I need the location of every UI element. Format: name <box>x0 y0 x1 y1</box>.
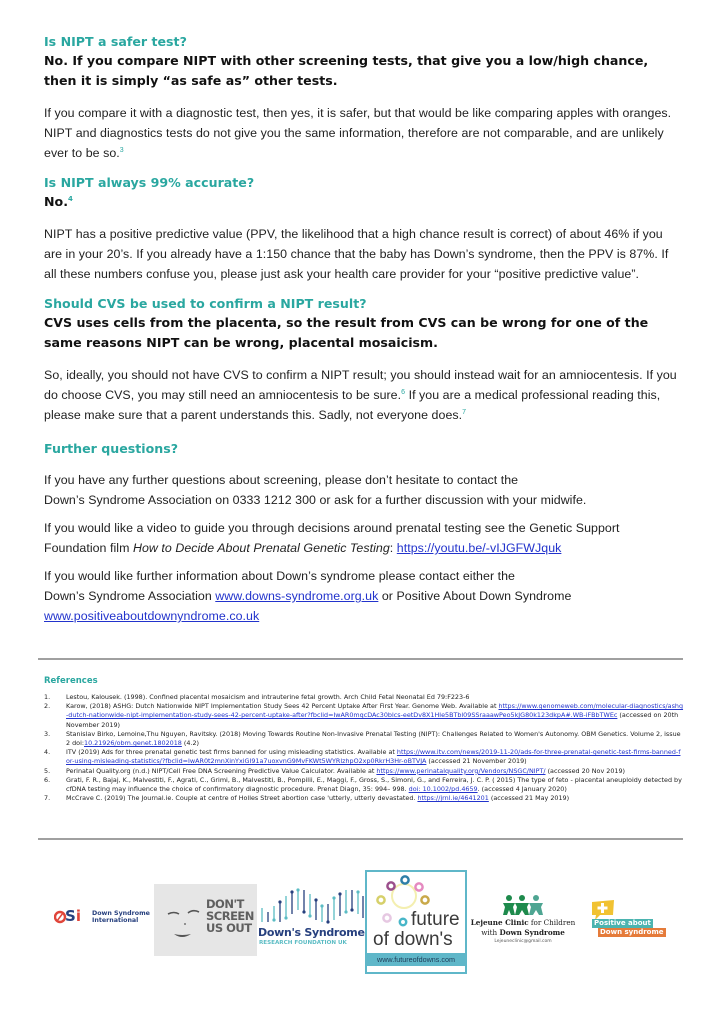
section-safer-test <box>44 32 684 163</box>
reference-link[interactable]: https://www.itv.com/news/2019-11-20/ads-for-three-prenatal-genetic-test-firms-banned-for-using-misleading-statistics/?fbclid=IwAR0t2mnXinYxiGI91a7uoxvnG9MvFKWt5WYRlzhpO2xp0RkrH3Hr-oBTVJA <box>66 748 681 766</box>
logo-down-syndrome-international <box>54 906 150 928</box>
dsuo-line: US OUT <box>206 921 252 935</box>
dsi-text <box>92 910 150 924</box>
logo-positive-about-down-syndrome <box>588 900 668 946</box>
footnote-ref[interactable]: 3 <box>119 146 124 154</box>
pads-line2: Down syndrome <box>600 928 664 936</box>
reference-number: 5. <box>44 766 51 775</box>
logo-dont-screen-us-out <box>154 884 257 956</box>
pads-link[interactable]: www.positiveaboutdownyndrome.co.uk <box>44 609 260 623</box>
reference-citation: Grati, F. R., Bajaj, K., Malvestiti, F., Agrati, C., Grimi, B., Malvestiti, B., Pompilii, E., Maggi, F., Gross, S., Simoni, G., and Ferreira, J. C. P. ( 2015) The type of feto - placental aneuploidy detected by cfDNA testing may influence the choice of confirmatory diagnostic procedure. Prenat Diagn, 35: 994– 998. <box>66 775 682 794</box>
reference-number: 1. <box>44 693 51 701</box>
fod-line2: of down's <box>373 929 453 950</box>
reference-citation: McCrave C. (2019) The Journal.ie. Couple at centre of Holles Street abortion case 'utterly, utterly devastated. <box>66 794 418 803</box>
section-answer-text: No. <box>44 194 68 209</box>
section-body-text: If you are a medical professional reading this, please make sure that a parent understands this. Sadly, not everyone does. <box>44 388 661 422</box>
dsuo-line: DON'T <box>206 897 244 911</box>
reference-link[interactable]: doi: 10.1002/pd.4659 <box>408 785 478 794</box>
reference-citation: Lestou, Kalousek. (1998). Confined placental mosaicism and intrauterine fetal growth. Arch Child Fetal Neonatal Ed 79:F223-6 <box>66 693 470 701</box>
logo-future-of-downs <box>365 870 467 974</box>
reference-item <box>44 767 684 776</box>
dsi-line: Down Syndrome <box>92 910 150 917</box>
paper-dolls-icon <box>502 894 544 916</box>
info-paragraph <box>44 566 684 626</box>
reference-item <box>44 776 684 794</box>
colon: : <box>389 541 397 555</box>
section-heading: Should CVS be used to confirm a NIPT result? <box>44 296 367 311</box>
partner-logos <box>40 866 690 976</box>
dsuo-line: SCREEN <box>206 909 254 923</box>
section-body <box>44 103 684 163</box>
contact-paragraph <box>44 470 684 510</box>
reference-accessed: (accessed on 20th November 2019) <box>66 711 679 729</box>
section-answer <box>44 192 684 212</box>
section-answer: CVS uses cells from the placenta, so the result from CVS can be wrong for one of the same reasons NIPT can be wrong, placental mosaicism. <box>44 315 649 350</box>
reference-number: 7. <box>44 794 51 803</box>
section-body-text: If you compare it with a diagnostic test, then yes, it is safer, but that would be like comparing apples with oranges. NIPT and diagnostics tests do not give you the same information, therefore are not comparable, and are unlikely ever to be so. <box>44 106 672 160</box>
info-text: Down’s Syndrome Association <box>44 589 216 603</box>
lejeune-line1 <box>468 918 578 928</box>
dsrf-subtitle: RESEARCH FOUNDATION UK <box>259 940 347 946</box>
reference-item <box>44 702 684 730</box>
reference-link[interactable]: 10.21926/obm.genet.1802018 <box>84 739 182 748</box>
lejeune-email: Lejeuneclinic@gmail.com <box>494 939 552 944</box>
section-accuracy <box>44 173 684 284</box>
reference-citation: Karow, (2018) ASHG: Dutch Nationwide NIPT Implementation Study Sees 42 Percent Uptake After First Year. Genome Web. Available at <box>66 702 499 711</box>
footnote-ref[interactable]: 4 <box>67 194 73 203</box>
reference-text <box>66 767 684 776</box>
dsrf-title: Down's Syndrome <box>258 926 365 939</box>
reference-citation: ITV (2019) Ads for three prenatal genetic test firms banned for using misleading statistics. Available at <box>66 748 397 757</box>
reference-text <box>66 776 684 794</box>
face-icon <box>160 892 210 952</box>
section-further-questions <box>44 439 684 626</box>
info-line <box>44 586 684 606</box>
reference-number: 4. <box>44 748 51 757</box>
video-link[interactable]: https://youtu.be/-vIJGFWJquk <box>396 541 562 555</box>
dna-helix-icon <box>258 888 366 924</box>
logo-lejeune-clinic <box>468 894 578 954</box>
footnote-ref[interactable]: 7 <box>462 408 467 416</box>
divider-bottom <box>38 838 683 840</box>
lejeune-text: for Children <box>528 918 576 927</box>
divider-top <box>38 658 683 660</box>
footnote-ref[interactable]: 6 <box>401 388 406 396</box>
lejeune-line2 <box>468 928 578 938</box>
section-heading: Further questions? <box>44 441 179 456</box>
references-heading: References <box>44 676 98 686</box>
pads-line1: Positive about <box>594 919 651 927</box>
dsa-link[interactable]: www.downs-syndrome.org.uk <box>215 589 379 603</box>
lejeune-name: Down Syndrome <box>499 928 565 937</box>
reference-number: 2. <box>44 702 51 711</box>
contact-line: Down’s Syndrome Association on 0333 1212 300 or ask for a further discussion with your midwife. <box>44 493 587 507</box>
reference-accessed: . (accessed 4 January 2020) <box>477 785 567 794</box>
reference-link[interactable]: https://jrnl.ie/4641201 <box>417 794 489 803</box>
reference-accessed: (accessed 21 November 2019) <box>426 757 527 766</box>
info-text: or Positive About Down Syndrome <box>378 589 572 603</box>
plus-bubble-icon <box>592 900 616 920</box>
reference-item <box>44 748 684 766</box>
reference-citation: Stanislav Birko, Lemoine,Thu Nguyen, Ravitsky. (2018) Moving Towards Routine Non-Invasive Prenatal Testing (NIPT): Challenges Related to Women's Autonomy. OBM Genetics. Volume 2, issue 2 doi: <box>66 729 681 748</box>
reference-text <box>66 730 684 748</box>
reference-link[interactable]: https://www.perinatalquality.org/Vendors/NSGC/NIPT/ <box>376 766 546 775</box>
reference-number: 3. <box>44 729 51 738</box>
reference-text <box>66 693 684 702</box>
lejeune-name: Lejeune Clinic <box>470 918 529 927</box>
info-line <box>44 606 684 626</box>
document-body <box>44 32 684 626</box>
dsi-mark: Si <box>65 907 81 925</box>
reference-text <box>66 794 684 803</box>
section-body <box>44 365 684 425</box>
reference-number: 6. <box>44 775 51 784</box>
reference-text <box>66 748 684 766</box>
lejeune-text: with <box>481 928 500 937</box>
info-line: If you would like further information about Down’s syndrome please contact either the <box>44 569 515 583</box>
reference-link[interactable]: https://www.genomeweb.com/molecular-diagnostics/ashg-dutch-nationwide-nipt-implementation-study-sees-42-percent-uptake-after?fbclid=IwAR0mqcDAc30blcs-eetDv8X1Hle5BTbl09SSraaawPeo5kJG80k123dkpA#.WB-iFBbTWEc <box>66 702 684 720</box>
fod-url: www.futureofdowns.com <box>367 953 465 966</box>
reference-accessed: (accessed 21 May 2019) <box>488 794 570 803</box>
references <box>44 675 684 803</box>
reference-item <box>44 693 684 702</box>
reference-accessed: (4.2) <box>181 739 200 748</box>
fod-line1: future <box>411 909 460 930</box>
film-title: How to Decide About Prenatal Genetic Testing <box>132 541 390 555</box>
reference-accessed: (accessed 20 Nov 2019) <box>545 766 626 775</box>
reference-citation: Perinatal Quality.org (n.d.) NIPT/Cell Free DNA Screening Predictive Value Calculator. Available at <box>66 766 377 775</box>
reference-item <box>44 730 684 748</box>
section-body-text: So, ideally, you should not have CVS to confirm a NIPT result; you should instead wait for an amniocentesis. If you do choose CVS, you may still need an amniocentesis to be sure. <box>44 368 677 402</box>
dsi-line: International <box>92 917 139 924</box>
reference-text <box>66 702 684 730</box>
dsuo-text <box>206 898 254 934</box>
reference-list <box>44 693 684 803</box>
section-heading: Is NIPT always 99% accurate? <box>44 175 255 190</box>
section-cvs <box>44 294 684 425</box>
section-answer: No. If you compare NIPT with other screening tests, that give you a low/high chance, then it is simply “as safe as” other tests. <box>44 53 649 88</box>
video-paragraph <box>44 518 684 558</box>
section-heading: Is NIPT a safer test? <box>44 34 187 49</box>
video-text: If you would like a video to guide you through decisions around prenatal testing see the Genetic Support Foundation film <box>44 521 620 555</box>
contact-line: If you have any further questions about screening, please don’t hesitate to contact the <box>44 473 519 487</box>
section-body: NIPT has a positive predictive value (PPV, the likelihood that a high chance result is correct) of about 46% if you are in your 20’s. If you already have a 1:150 chance that the baby has Down’s syndrome, then the PPV is 87%. If all these numbers confuse you, please just ask your health care provider for your “positive predictive value”. <box>44 227 669 281</box>
logo-downs-syndrome-research-foundation <box>258 888 366 952</box>
reference-item <box>44 794 684 803</box>
